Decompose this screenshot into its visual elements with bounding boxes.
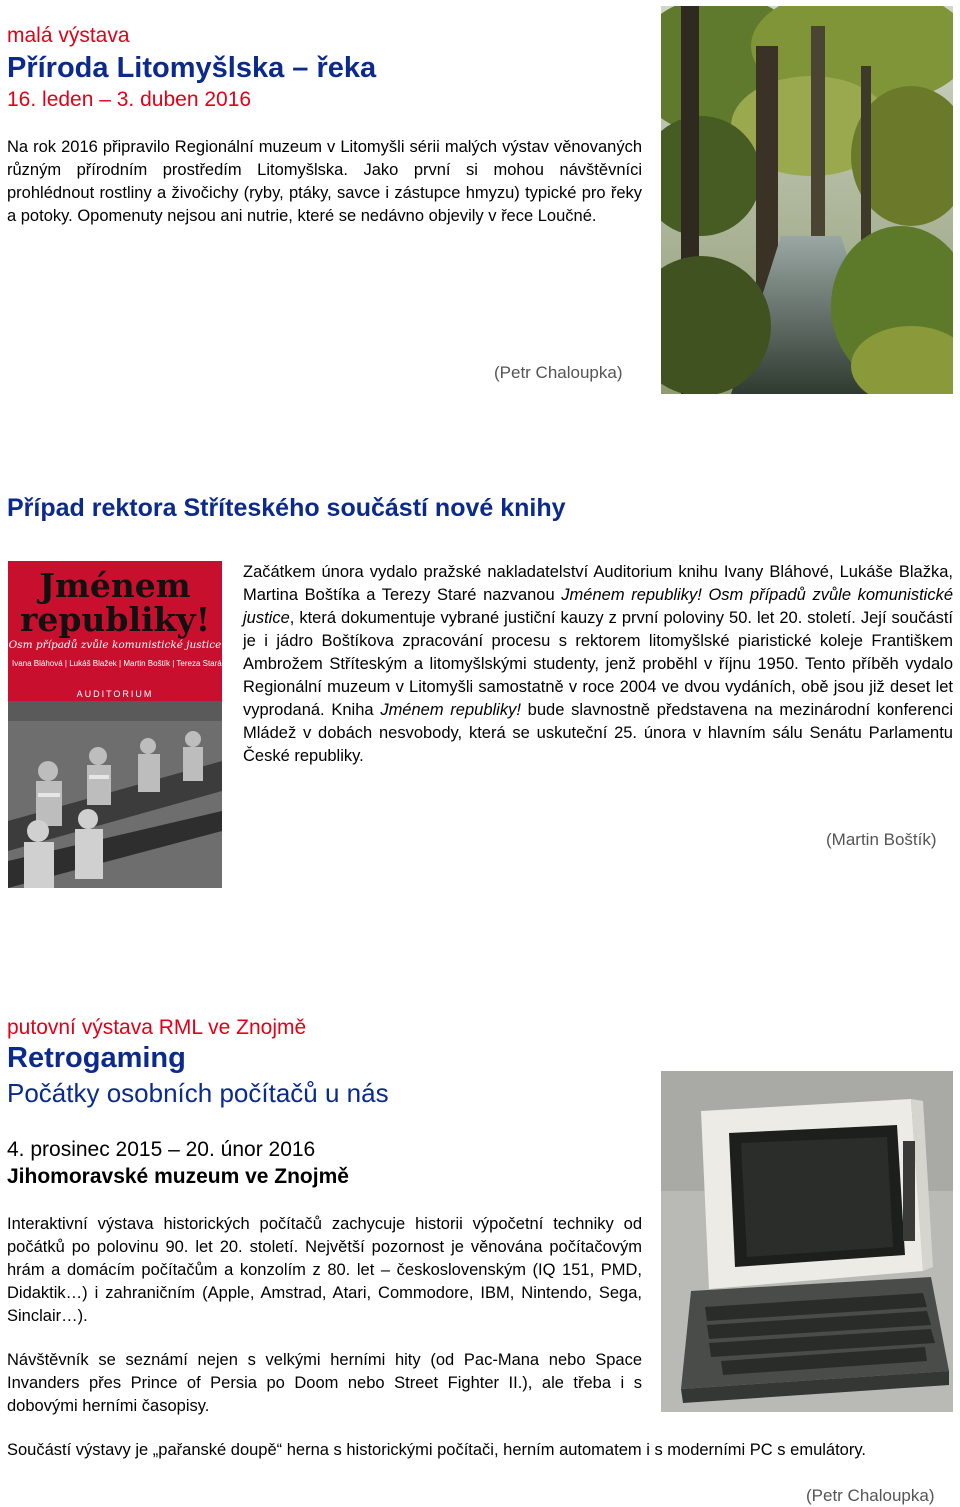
section2-text-part2: , která dokumentuje vybrané justiční kauzy z první poloviny 50. let 20. století. Její součástí je i jádro Boštíkova zpracování procesu s rektorem litomyšlské piaristické koleje Františkem Ambrožem Stříteským a litomyšlskými studenty, jenž proběhl v říjnu 1950. Tento příběh vydalo Regionální muzeum v Litomyšli samostatně v roce 2004 ve dvou vydáních, obě jsou již deset let vyprodaná. Kniha [243,609,953,719]
book-cover [8,561,222,888]
section3-title: Retrogaming [7,1042,186,1074]
section3-subtitle: Počátky osobních počítačů u nás [7,1078,389,1108]
book-title-em-2: Jménem republiky! [380,701,521,719]
book-authors: Ivana Bláhová | Lukáš Blažek | Martin Boštík | Tereza Stará [12,659,222,668]
book-publisher: AUDITORIUM [76,689,154,699]
book-title-em: Jménem republiky! Osm případů zvůle komunistické justice [243,586,953,627]
section2-paragraph [243,561,953,768]
section3-paragraph-2: Návštěvník se seznámí nejen s velkými herními hity (od Pac-Mana nebo Space Invanders přes Prince of Persia po Doom nebo Street Fighter II.), ale třeba i s dobovými herními časopisy. [7,1351,642,1415]
section2-credit: (Martin Boštík) [826,830,937,849]
section3-paragraph-1: Interaktivní výstava historických počítačů zachycuje historii výpočetní techniky od počátků po polovinu 90. let 20. století. Největší pozornost je věnována počítačovým hrám a domácím počítačům a konzolím z 80. let – československým (IQ 151, PMD, Didaktik…) i zahraničním (Apple, Amstrad, Atari, Commodore, IBM, Nintendo, Sega, Sinclair…). [7,1215,642,1325]
section1-credit: (Petr Chaloupka) [494,363,623,382]
book-title-line2: republiky! [19,600,211,639]
book-photo [8,701,222,888]
river-photo [661,6,953,394]
section3-venue: Jihomoravské muzeum ve Znojmě [7,1165,349,1188]
section2-text-part3: bude slavnostně představena na mezinárodní konferenci Mládež v dobách nesvobody, která se uskuteční 25. února v hlavním sálu Senátu Parlamentu České republiky. [243,701,953,765]
section2-title: Případ rektora Stříteského součástí nové knihy [7,494,566,522]
section1-title: Příroda Litomyšlska – řeka [7,52,377,84]
section2-text-part1: Začátkem února vydalo pražské nakladatelství Auditorium knihu Ivany Bláhové, Lukáše Blažka, Martina Boštíka a Terezy Staré nazvanou [243,563,953,604]
book-subtitle: Osm případů zvůle komunistické justice [8,639,222,651]
retro-computer-photo [661,1071,953,1412]
section3-credit: (Petr Chaloupka) [806,1486,935,1505]
section3-paragraph-3: Součástí výstavy je „pařanské doupě“ herna s historickými počítači, herním automatem i s moderními PC s emulátory. [7,1441,866,1459]
section1-paragraph: Na rok 2016 připravilo Regionální muzeum v Litomyšli sérii malých výstav věnovaných různým přírodním prostředím Litomyšlska. Jako první si mohou návštěvníci prohlédnout rostliny a živočichy (ryby, ptáky, savce i zástupce hmyzu) typické pro řeky a potoky. Opomenuty nejsou ani nutrie, které se nedávno objevily v řece Loučné. [7,138,642,225]
section3-kicker: putovní výstava RML ve Znojmě [7,1016,307,1039]
book-title-line1: Jménem [39,566,191,605]
section1-dates: 16. leden – 3. duben 2016 [7,88,252,111]
section3-dates: 4. prosinec 2015 – 20. únor 2016 [7,1138,316,1161]
section1-kicker: malá výstava [7,24,130,47]
